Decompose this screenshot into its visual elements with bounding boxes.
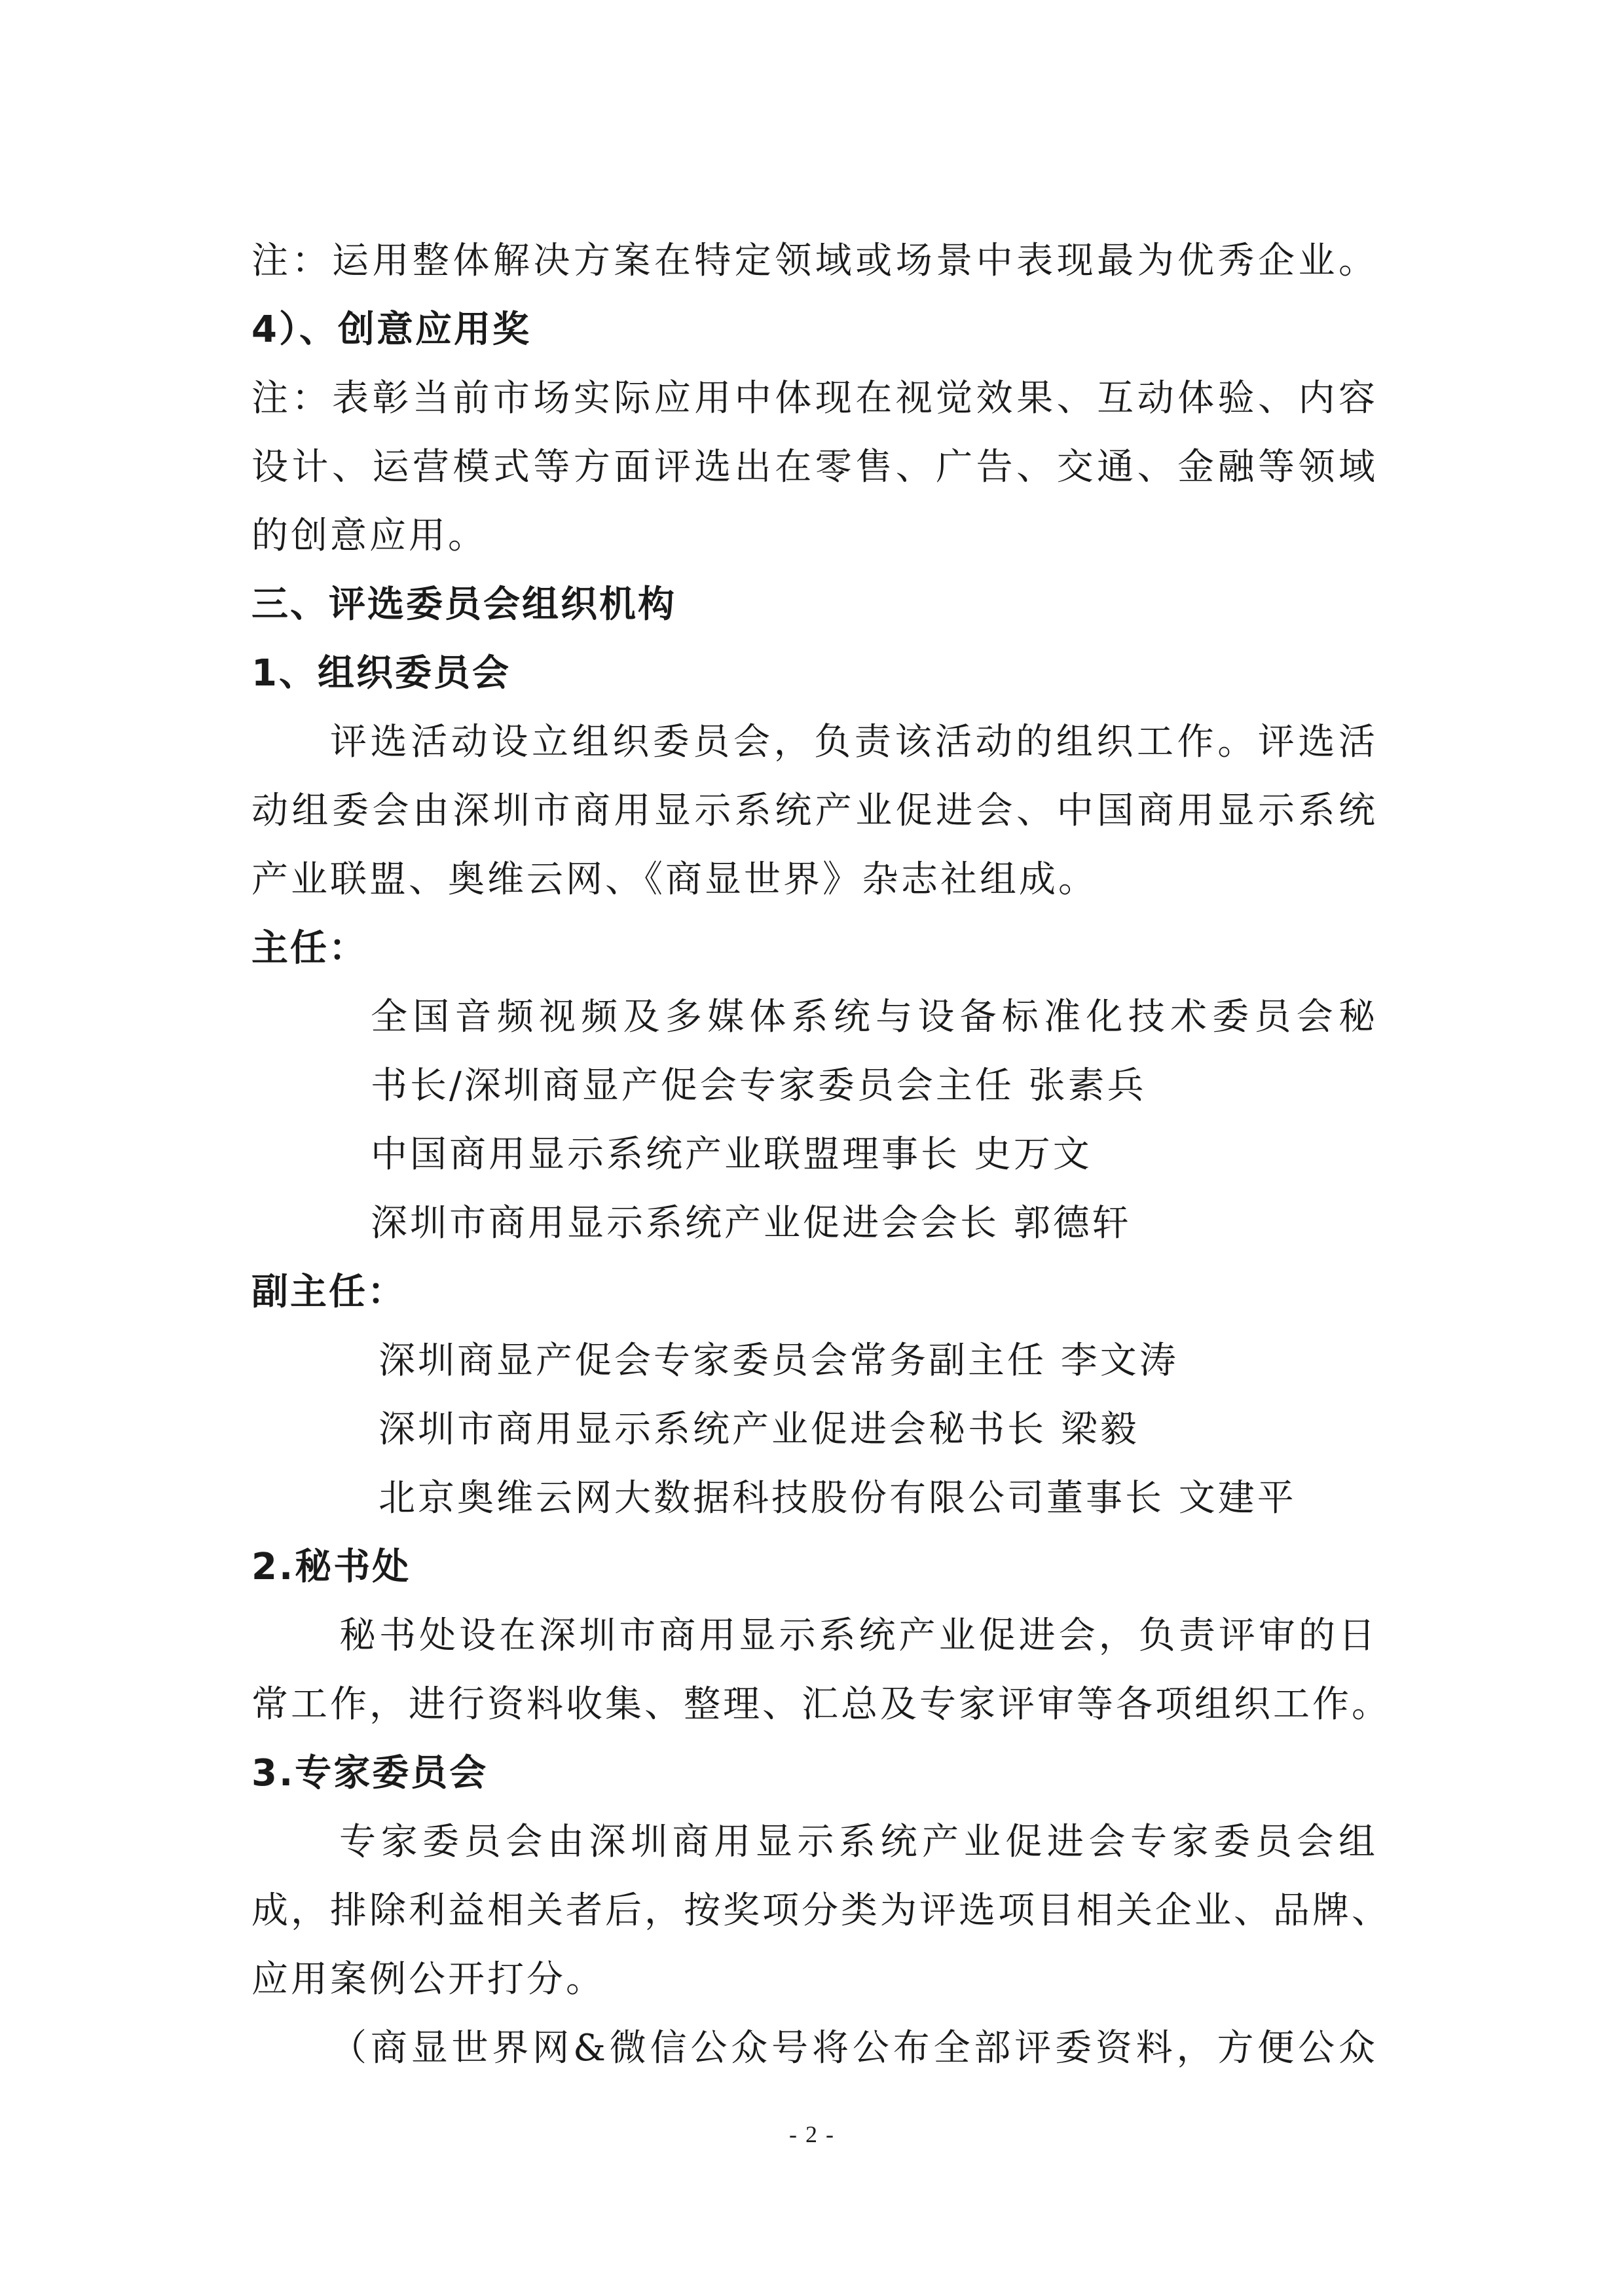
secretariat-paragraph-line-1: 秘书处设在深圳市商用显示系统产业促进会，负责评审的日 bbox=[339, 1614, 1378, 1657]
section-heading-committee: 三、评选委员会组织机构 bbox=[251, 583, 676, 626]
director-entry-3: 深圳市商用显示系统产业促进会会长 郭德轩 bbox=[371, 1202, 1132, 1245]
deputy-director-entry-1: 深圳商显产促会专家委员会常务副主任 李文涛 bbox=[378, 1339, 1179, 1382]
organizing-paragraph-line-1: 评选活动设立组织委员会，负责该活动的组织工作。评选活 bbox=[330, 721, 1378, 763]
heading-creative-application-award: 4）、创意应用奖 bbox=[251, 308, 531, 351]
expert-paragraph-line-3: 应用案例公开打分。 bbox=[251, 1958, 605, 2001]
note-creative-line-2: 设计、运营模式等方面评选出在零售、广告、交通、金融等领域 bbox=[251, 446, 1378, 488]
director-entry-2: 中国商用显示系统产业联盟理事长 史万文 bbox=[371, 1133, 1092, 1176]
note-creative-line-3: 的创意应用。 bbox=[251, 515, 487, 557]
deputy-director-entry-3: 北京奥维云网大数据科技股份有限公司董事长 文建平 bbox=[378, 1477, 1297, 1520]
subheading-expert-committee: 3.专家委员会 bbox=[251, 1752, 489, 1795]
director-entry-1-line-2: 书长/深圳商显产促会专家委员会主任 张素兵 bbox=[371, 1065, 1147, 1107]
subheading-organizing-committee: 1、组织委员会 bbox=[251, 652, 511, 695]
label-deputy-director: 副主任： bbox=[251, 1271, 406, 1313]
label-director: 主任： bbox=[251, 927, 367, 970]
deputy-director-entry-2: 深圳市商用显示系统产业促进会秘书长 梁毅 bbox=[378, 1408, 1139, 1451]
note-creative-line-1: 注：表彰当前市场实际应用中体现在视觉效果、互动体验、内容 bbox=[251, 377, 1378, 420]
expert-paragraph-line-1: 专家委员会由深圳商用显示系统产业促进会专家委员会组 bbox=[339, 1821, 1378, 1863]
subheading-secretariat: 2.秘书处 bbox=[251, 1546, 411, 1588]
secretariat-paragraph-line-2: 常工作，进行资料收集、整理、汇总及专家评审等各项组织工作。 bbox=[251, 1683, 1391, 1726]
page-number: - 2 - bbox=[789, 2121, 835, 2147]
organizing-paragraph-line-3: 产业联盟、奥维云网、《商显世界》杂志社组成。 bbox=[251, 858, 1098, 901]
organizing-paragraph-line-2: 动组委会由深圳市商用显示系统产业促进会、中国商用显示系统 bbox=[251, 790, 1378, 832]
note-solution-award: 注：运用整体解决方案在特定领域或场景中表现最为优秀企业。 bbox=[251, 240, 1378, 282]
director-entry-1-line-1: 全国音频视频及多媒体系统与设备标准化技术委员会秘 bbox=[371, 996, 1378, 1038]
expert-paragraph-line-2: 成，排除利益相关者后，按奖项分类为评选项目相关企业、品牌、 bbox=[251, 1889, 1391, 1932]
publication-note-line: （商显世界网&微信公众号将公布全部评委资料，方便公众 bbox=[330, 2027, 1378, 2069]
